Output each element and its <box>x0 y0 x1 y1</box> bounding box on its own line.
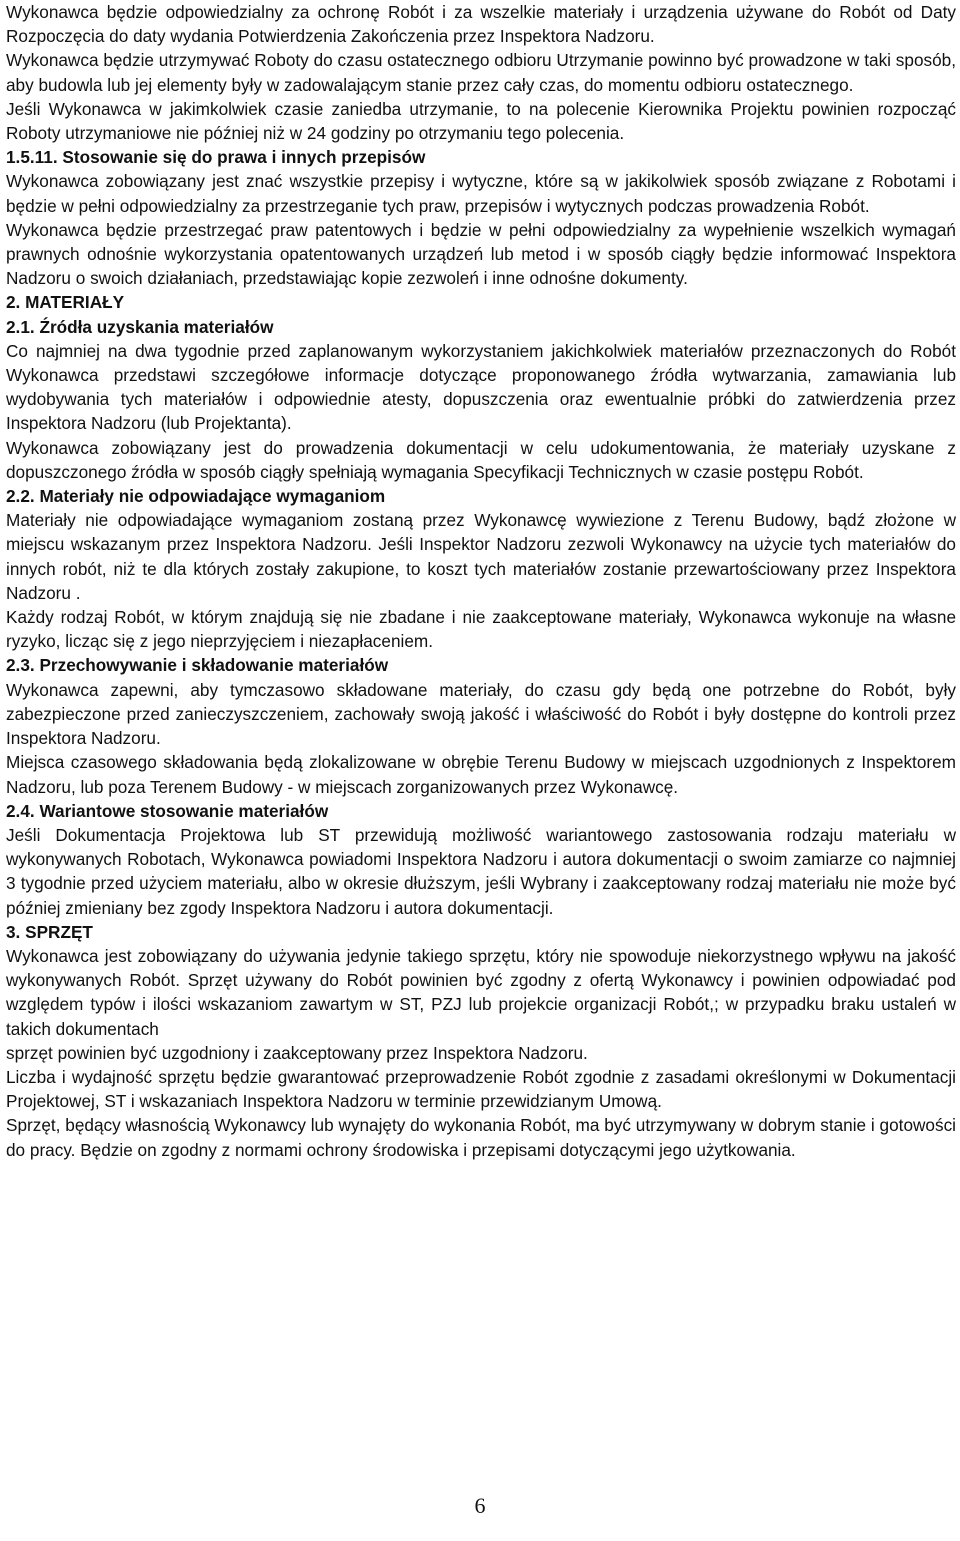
paragraph: Jeśli Wykonawca w jakimkolwiek czasie zaniedba utrzymanie, to na polecenie Kierownika Projektu powinien rozpocząć Roboty utrzymaniowe nie później niż w 24 godziny po otrzymaniu tego polecenia. <box>6 98 956 144</box>
paragraph: Wykonawca będzie utrzymywać Roboty do czasu ostatecznego odbioru Utrzymanie powinno być prowadzone w taki sposób, aby budowla lub jej elementy były w zadowalającym stanie przez cały czas, do momentu odbioru ostatecznego. <box>6 50 956 95</box>
paragraph: Wykonawca będzie odpowiedzialny za ochronę Robót i za wszelkie materiały i urządzenia używane do Robót od Daty Rozpoczęcia do daty wydania Potwierdzenia Zakończenia przez Inspektora Nadzoru. <box>6 2 956 47</box>
paragraph: Wykonawca zapewni, aby tymczasowo składowane materiały, do czasu gdy będą one potrzebne do Robót, były zabezpieczone przed zanieczyszczeniem, zachowały swoją jakość i właściwość do Robót i były dostępne do kontroli przez Inspektora Nadzoru. <box>6 679 956 749</box>
paragraph: Wykonawca będzie przestrzegać praw patentowych i będzie w pełni odpowiedzialny za wypełnienie wszelkich wymagań prawnych odnośnie wykorzystania opatentowanych urządzeń lub metod i w sposób ciągły będzie informować Inspektora Nadzoru o swoich działaniach, przedstawiając kopie zezwoleń i inne odnośne dokumenty. <box>6 219 956 289</box>
paragraph: Jeśli Dokumentacja Projektowa lub ST przewidują możliwość wariantowego zastosowania rodzaju materiału w wykonywanych Robotach, Wykonawca powiadomi Inspektora Nadzoru i autora dokumentacji o swoim zamiarze co najmniej 3 tygodnie przed użyciem materiału, albo w okresie dłuższym, jeśli Wybrany i zaakceptowany rodzaj materiału nie może być później zmieniany bez zgody Inspektora Nadzoru i autora dokumentacji. <box>6 824 956 918</box>
paragraph: Materiały nie odpowiadające wymaganiom zostaną przez Wykonawcę wywiezione z Terenu Budowy, bądź złożone w miejscu wskazanym przez Inspektora Nadzoru. Jeśli Inspektor Nadzoru zezwoli Wykonawcy na użycie tych materiałów do innych robót, niż te dla których zostały zakupione, to koszt tych materiałów zostanie przewartościowany przez Inspektora Nadzoru . <box>6 510 956 603</box>
section-1-5-11-heading <box>6 145 956 169</box>
paragraph: Miejsca czasowego składowania będą zlokalizowane w obrębie Terenu Budowy w miejscach uzgodnionych z Inspektorem Nadzoru, lub poza Terenem Budowy - w miejscach zorganizowanych przez Wykonawcę. <box>6 752 956 797</box>
paragraph: Wykonawca zobowiązany jest znać wszystkie przepisy i wytyczne, które są w jakikolwiek sposób związane z Robotami i będzie w pełni odpowiedzialny za przestrzeganie tych praw, przepisów i wytycznych podczas prowadzenia Robót. <box>6 171 956 216</box>
section-number: 1.5.11. <box>6 147 58 168</box>
paragraph: Każdy rodzaj Robót, w którym znajdują się nie zbadane i nie zaakceptowane materiały, Wykonawca wykonuje na własne ryzyko, licząc się z jego nieprzyjęciem i niezapłaceniem. <box>6 607 956 652</box>
paragraph: Wykonawca zobowiązany jest do prowadzenia dokumentacji w celu udokumentowania, że materiały uzyskane z dopuszczonego źródła w sposób ciągły spełniają wymagania Specyfikacji Technicznych w czasie postępu Robót. <box>6 437 956 482</box>
paragraph: Liczba i wydajność sprzętu będzie gwarantować przeprowadzenie Robót zgodnie z zasadami określonymi w Dokumentacji Projektowej, ST i wskazaniach Inspektora Nadzoru w terminie przewidzianym Umową. <box>6 1066 956 1112</box>
section-2-3-heading: 2.3. Przechowywanie i składowanie materiałów <box>6 655 389 676</box>
section-2-1-heading: 2.1. Źródła uzyskania materiałów <box>6 316 274 337</box>
paragraph: Sprzęt, będący własnością Wykonawcy lub wynajęty do wykonania Robót, ma być utrzymywany w dobrym stanie i gotowości do pracy. Będzie on zgodny z normami ochrony środowiska i przepisami dotyczącymi jego użytkowania. <box>6 1115 956 1160</box>
page-number: 6 <box>474 1493 486 1518</box>
section-title: Stosowanie się do prawa i innych przepisów <box>62 147 426 168</box>
paragraph: Wykonawca jest zobowiązany do używania jedynie takiego sprzętu, który nie spowoduje niekorzystnego wpływu na jakość wykonywanych Robót. Sprzęt używany do Robót powinien być zgodny z ofertą Wykonawcy i powinien odpowiadać pod względem typów i ilości wskazaniom zawartym w ST, PZJ lub projekcie organizacji Robót,; w przypadku braku ustaleń w takich dokumentach <box>6 945 956 1039</box>
section-2-heading: 2. MATERIAŁY <box>6 292 125 313</box>
section-2-4-heading: 2.4. Wariantowe stosowanie materiałów <box>6 800 329 821</box>
document-body <box>6 0 956 1162</box>
paragraph: sprzęt powinien być uzgodniony i zaakceptowany przez Inspektora Nadzoru. <box>6 1042 588 1063</box>
section-2-2-heading: 2.2. Materiały nie odpowiadające wymaganiom <box>6 486 386 507</box>
paragraph: Co najmniej na dwa tygodnie przed zaplanowanym wykorzystaniem jakichkolwiek materiałów przeznaczonych do Robót Wykonawca przedstawi szczegółowe informacje dotyczące proponowanego źródła wytwarzania, zamawiania lub wydobywania tych materiałów i odpowiednie atesty, dopuszczenia oraz ewentualnie próbki do zatwierdzenia przez Inspektora Nadzoru (lub Projektanta). <box>6 340 956 434</box>
section-3-heading: 3. SPRZĘT <box>6 921 93 942</box>
